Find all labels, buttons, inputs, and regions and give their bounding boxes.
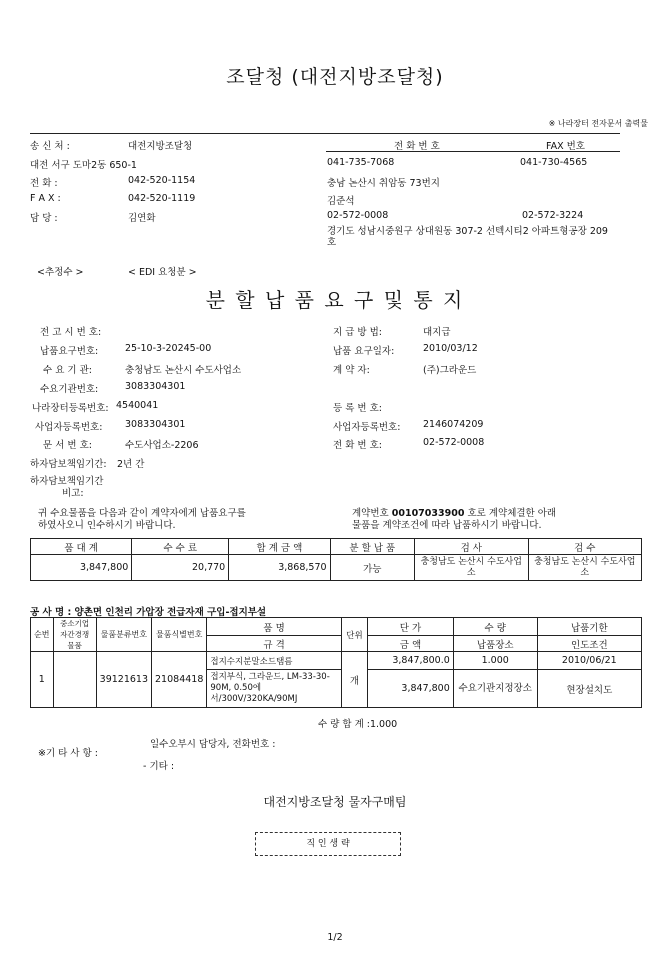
office-name: 대전지방조달청 물자구매팀 (263, 795, 407, 809)
acceptance: 충청남도 논산시 수도사업소 (528, 555, 642, 581)
contractor: (주)그라운드 (423, 365, 477, 376)
summary-table (30, 538, 642, 581)
fee: 20,770 (132, 555, 229, 581)
sender-fax: 042-520-1119 (128, 193, 196, 204)
divider (30, 133, 620, 134)
split-delivery: 가능 (330, 555, 415, 581)
registry-number: 4540041 (116, 400, 159, 411)
notice-right: 물품을 계약조건에 따라 납품하시기 바랍니다. (352, 520, 542, 531)
item-header: 단 가 (368, 618, 454, 636)
item-header: 중소기업자간경쟁물품 (53, 618, 96, 652)
field-label: 지 급 방 법: (333, 327, 382, 338)
project-name: 공 사 명 : 양촌면 인천리 가압장 전급자재 구입-접지부설 (30, 607, 267, 618)
receiver-fax1: 041-730-4565 (520, 157, 588, 168)
item-name: 접지수지분말소드탬름 (207, 652, 341, 670)
summary-header: 수 수 료 (132, 539, 229, 555)
ref-tag: <추정수 > (37, 267, 84, 278)
document-number: 수도사업소-2206 (125, 440, 199, 451)
summary-header: 검 수 (528, 539, 642, 555)
item-header: 인도조건 (537, 636, 641, 652)
sender-tel: 042-520-1154 (128, 175, 196, 186)
remarks-label: 비고: (62, 488, 84, 499)
item-header: 수 량 (453, 618, 537, 636)
document-title: 분 할 납 품 요 구 및 통 지 (205, 288, 465, 312)
receiver-name2: 김준석 (327, 196, 355, 207)
output-note: ※ 나라장터 전자문서 출력물 (548, 119, 648, 128)
item-header: 단위 (341, 618, 367, 652)
item-id: 21084418 (152, 652, 207, 708)
payment-method: 대지급 (423, 327, 451, 338)
item-qty: 1.000 (453, 652, 537, 670)
field-label: 등 록 번 호: (333, 403, 382, 414)
notice-right: 계약번호 00107033900 호로 계약체결한 아래 (352, 508, 557, 519)
field-label: 전 화 번 호: (333, 440, 382, 451)
sender-person: 김연화 (128, 213, 156, 224)
warranty-period: 2년 간 (117, 459, 145, 470)
item-header: 물품분류번호 (96, 618, 151, 652)
item-table (30, 617, 642, 708)
item-small-flag (53, 652, 96, 708)
receiver-address2: 경기도 성남시중원구 상대원동 307-2 선텍시티2 아파트형공장 209호 (327, 226, 608, 248)
notice-left: 하였사오니 인수하시기 바랍니다. (38, 520, 176, 531)
item-header: 금 액 (368, 636, 454, 652)
order-date: 2010/03/12 (423, 343, 478, 354)
receiver-address1: 충남 논산시 취암동 73번지 (327, 178, 440, 189)
divider (326, 151, 620, 152)
sender-address: 대전 서구 도마2동 650-1 (30, 160, 137, 171)
item-category: 39121613 (96, 652, 151, 708)
table-row (31, 652, 642, 670)
etc-line: 일수오부시 담당자, 전화번호 : (150, 739, 276, 750)
contractor-phone: 02-572-0008 (423, 437, 485, 448)
sender-name: 대전지방조달청 (128, 141, 193, 152)
edi-tag: < EDI 요청분 > (128, 267, 197, 278)
demand-agency: 충청남도 논산시 수도사업소 (125, 365, 242, 376)
field-label: 나라장터등록번호: (32, 403, 109, 414)
item-header: 규 격 (207, 636, 341, 652)
item-unit: 개 (341, 652, 367, 708)
item-header: 품 명 (207, 618, 341, 636)
item-place: 수요기관지정장소 (453, 670, 537, 708)
page-title: 조달청 (대전지방조달청) (226, 66, 444, 88)
item-spec: 접지부식, 그라운드, LM-33-30-90M, 0.50에서/300V/320KA/90MJ (207, 670, 341, 708)
receiver-tel2: 02-572-0008 (327, 210, 389, 221)
goods-total: 3,847,800 (31, 555, 132, 581)
sender-person-label: 담 당 : (30, 213, 58, 224)
field-label: 수요기관번호: (40, 384, 99, 395)
field-label: 문 서 번 호: (43, 440, 92, 451)
summary-header: 분 할 납 품 (330, 539, 415, 555)
field-label: 납품 요구일자: (333, 346, 395, 357)
business-number: 3083304301 (125, 419, 186, 430)
agency-number: 3083304301 (125, 381, 186, 392)
grand-total: 3,868,570 (229, 555, 330, 581)
sender-fax-label: F A X : (30, 193, 61, 204)
contractor-business-number: 2146074209 (423, 419, 484, 430)
order-number: 25-10-3-20245-00 (125, 343, 212, 354)
receiver-tel1: 041-735-7068 (327, 157, 395, 168)
notice-left: 귀 수요물품을 다음과 같이 계약자에게 납품요구를 (38, 508, 246, 519)
item-due: 2010/06/21 (537, 652, 641, 670)
seal-omitted-label: 직 인 생 략 (306, 839, 350, 849)
col-fax-header: FAX 번호 (546, 141, 585, 152)
inspection: 충청남도 논산시 수도사업소 (415, 555, 528, 581)
field-label: 납품요구번호: (40, 346, 99, 357)
field-label: 계 약 자: (333, 365, 370, 376)
field-label: 사업자등록번호: (35, 422, 103, 433)
item-header: 물품식별번호 (152, 618, 207, 652)
sender-label: 송 신 처 : (30, 141, 70, 152)
item-header: 순번 (31, 618, 54, 652)
etc-label: ※기 타 사 항 : (38, 748, 98, 759)
item-amount: 3,847,800 (368, 670, 454, 708)
item-price: 3,847,800.0 (368, 652, 454, 670)
sender-tel-label: 전 화 : (30, 178, 58, 189)
summary-header: 품 대 계 (31, 539, 132, 555)
field-label: 하자담보책임기간 (30, 476, 104, 487)
field-label: 하자담보책임기간: (30, 459, 107, 470)
summary-header: 합 계 금 액 (229, 539, 330, 555)
page-number: 1/2 (327, 932, 343, 943)
item-header: 납품장소 (453, 636, 537, 652)
col-tel-header: 전 화 번 호 (394, 141, 440, 152)
summary-header: 검 사 (415, 539, 528, 555)
field-label: 사업자등록번호: (333, 422, 401, 433)
item-no: 1 (31, 652, 54, 708)
item-header: 납품기한 (537, 618, 641, 636)
item-condition: 현장설치도 (537, 670, 641, 708)
field-label: 전 고 시 번 호: (40, 327, 102, 338)
quantity-total: 수 량 합 계 :1.000 (318, 719, 398, 730)
seal-omitted-box (255, 832, 401, 856)
field-label: 수 요 기 관: (43, 365, 92, 376)
etc-line: - 기타 : (143, 761, 175, 772)
receiver-fax2: 02-572-3224 (522, 210, 584, 221)
